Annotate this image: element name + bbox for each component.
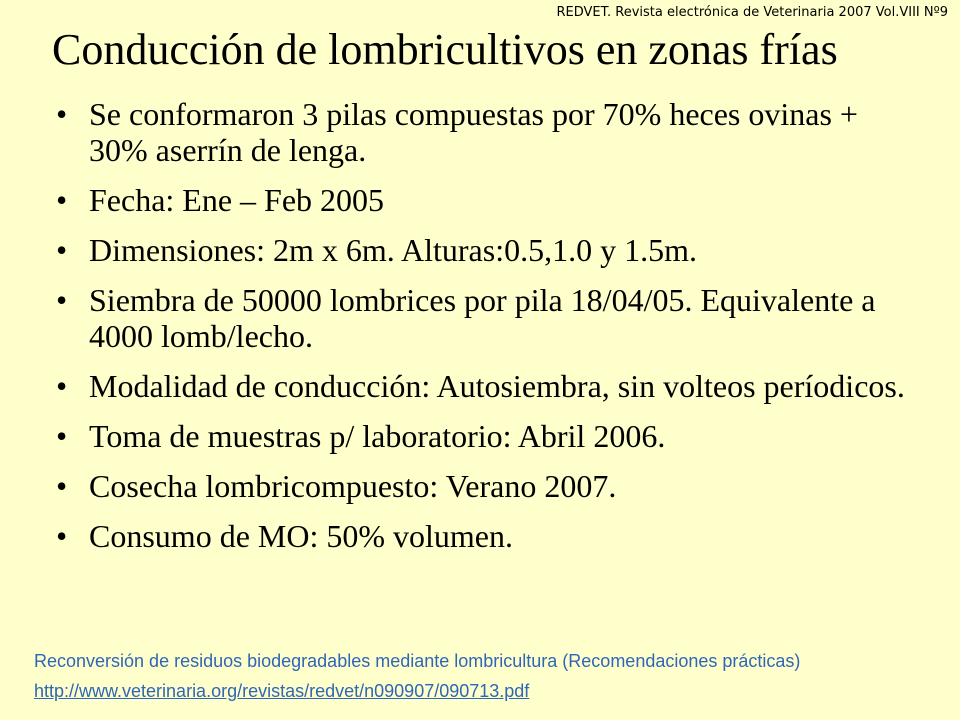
- bullet-item-harvest: [56, 468, 906, 504]
- footer-reference-link[interactable]: http://www.veterinaria.org/revistas/redvet/n090907/090713.pdf: [34, 681, 530, 701]
- bullet-marker: •: [56, 282, 68, 318]
- bullet-item-seeding: [56, 282, 906, 354]
- bullet-text: Se conformaron 3 pilas compuestas por 70% heces ovinas + 30% aserrín de lenga.: [89, 96, 858, 168]
- bullet-text: Siembra de 50000 lombrices por pila 18/04/05. Equivalente a 4000 lomb/lecho.: [89, 282, 876, 354]
- bullet-item-sampling: [56, 418, 906, 454]
- bullet-item-date: [56, 182, 906, 218]
- bullet-item-dimensions: [56, 232, 906, 268]
- bullet-text: Fecha: Ene – Feb 2005: [89, 182, 385, 218]
- bullet-marker: •: [56, 96, 68, 132]
- bullet-marker: •: [56, 468, 68, 504]
- bullet-marker: •: [56, 418, 68, 454]
- bullet-marker: •: [56, 368, 68, 404]
- bullet-marker: •: [56, 518, 68, 554]
- bullet-item-modality: [56, 368, 906, 404]
- footer-reference-title: Reconversión de residuos biodegradables mediante lombricultura (Recomendaciones prácticas): [34, 651, 801, 671]
- bullet-item-piles: [56, 96, 906, 168]
- bullet-item-consumption: [56, 518, 906, 554]
- slide-title: Conducción de lombricultivos en zonas frías: [52, 25, 838, 74]
- journal-reference: REDVET. Revista electrónica de Veterinaria 2007 Vol.VIII Nº9: [556, 5, 948, 20]
- bullet-text: Consumo de MO: 50% volumen.: [89, 518, 513, 554]
- bullet-text: Modalidad de conducción: Autosiembra, sin volteos períodicos.: [89, 368, 905, 404]
- bullet-text: Cosecha lombricompuesto: Verano 2007.: [89, 468, 617, 504]
- bullet-text: Toma de muestras p/ laboratorio: Abril 2006.: [89, 418, 666, 454]
- bullet-list: [56, 96, 906, 568]
- bullet-text: Dimensiones: 2m x 6m. Alturas:0.5,1.0 y 1.5m.: [89, 232, 697, 268]
- bullet-marker: •: [56, 182, 68, 218]
- bullet-marker: •: [56, 232, 68, 268]
